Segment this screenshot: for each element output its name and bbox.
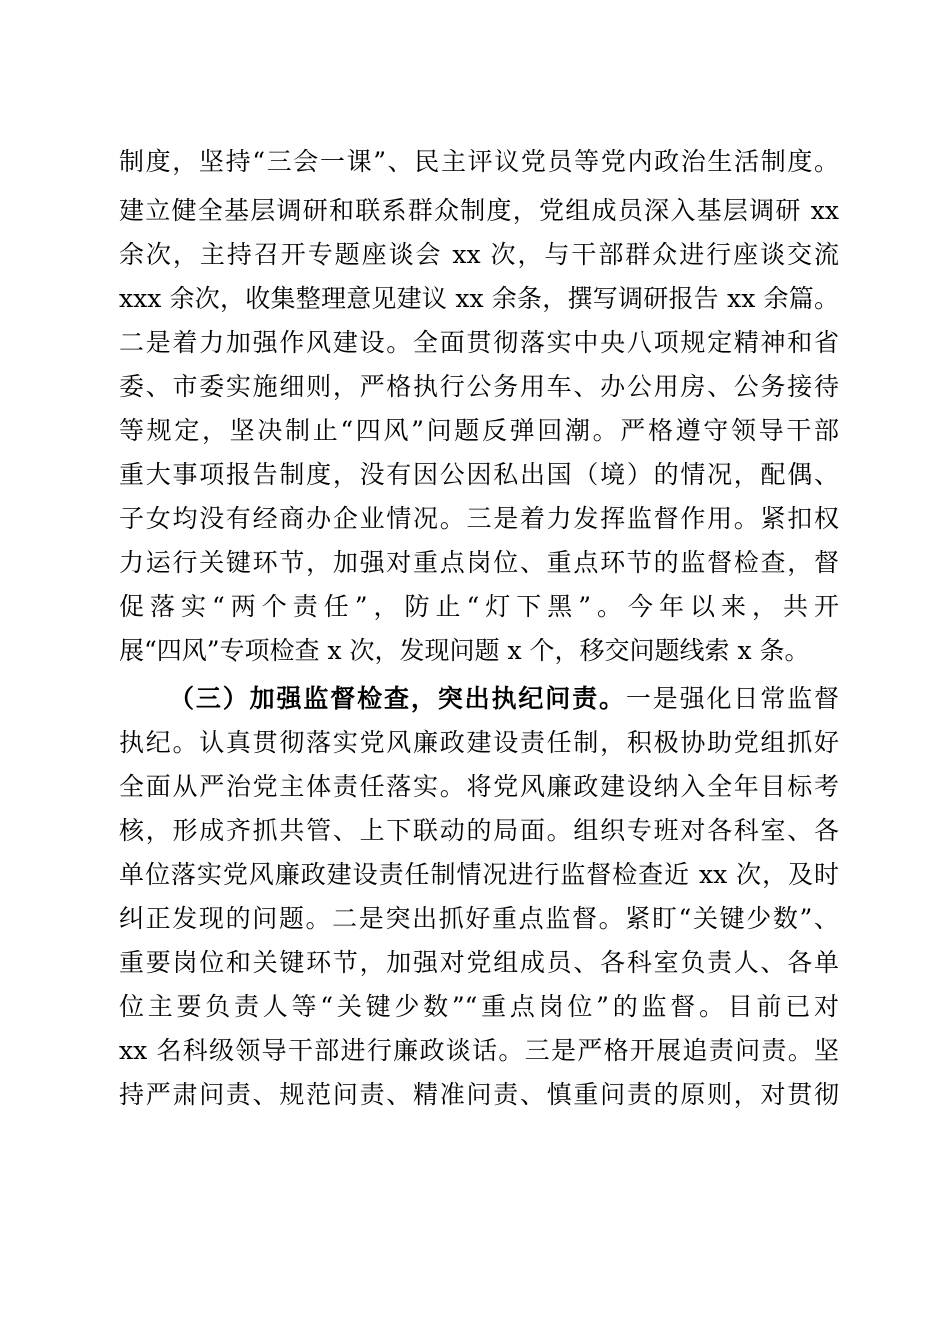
paragraph-line: 促落实“两个责任”，防止“灯下黑”。今年以来，共开: [119, 592, 839, 621]
paragraph-line: 二是着力加强作风建设。全面贯彻落实中央八项规定精神和省: [119, 328, 839, 357]
paragraph-line: 单位落实党风廉政建设责任制情况进行监督检查近 xx 次，及时: [119, 860, 839, 889]
paragraph-line: 持严肃问责、规范问责、精准问责、慎重问责的原则，对贯彻: [119, 1080, 839, 1109]
section-heading-line: [169, 679, 839, 719]
paragraph-line: 核，形成齐抓共管、上下联动的局面。组织专班对各科室、各: [119, 816, 839, 845]
paragraph-line: 建立健全基层调研和联系群众制度，党组成员深入基层调研 xx: [119, 196, 839, 225]
paragraph-line: 委、市委实施细则，严格执行公务用车、办公用房、公务接待: [119, 372, 839, 401]
paragraph-line: 重要岗位和关键环节，加强对党组成员、各科室负责人、各单: [119, 948, 839, 977]
paragraph-line: 余次，主持召开专题座谈会 xx 次，与干部群众进行座谈交流: [119, 240, 839, 269]
paragraph-line: xxx 余次，收集整理意见建议 xx 余条，撰写调研报告 xx 余篇。: [119, 284, 839, 313]
paragraph-line: 展“四风”专项检查 x 次，发现问题 x 个，移交问题线索 x 条。: [119, 636, 810, 665]
paragraph-line: 执纪。认真贯彻落实党风廉政建设责任制，积极协助党组抓好: [119, 728, 839, 757]
paragraph-line: 位主要负责人等“关键少数”“重点岗位”的监督。目前已对: [119, 992, 839, 1021]
paragraph-line: 全面从严治党主体责任落实。将党风廉政建设纳入全年目标考: [119, 772, 839, 801]
section-heading-tail: 一是强化日常监督: [625, 684, 839, 713]
paragraph-line: 纠正发现的问题。二是突出抓好重点监督。紧盯“关键少数”、: [119, 904, 839, 933]
paragraph-line: 等规定，坚决制止“四风”问题反弹回潮。严格遵守领导干部: [119, 416, 839, 445]
paragraph-line: xx 名科级领导干部进行廉政谈话。三是严格开展追责问责。坚: [119, 1036, 839, 1065]
paragraph-line: 力运行关键环节，加强对重点岗位、重点环节的监督检查，督: [119, 548, 839, 577]
paragraph-line: 制度，坚持“三会一课”、民主评议党员等党内政治生活制度。: [119, 147, 839, 176]
paragraph-line: 子女均没有经商办企业情况。三是着力发挥监督作用。紧扣权: [119, 504, 839, 533]
section-heading: （三）加强监督检查，突出执纪问责。: [169, 684, 626, 713]
paragraph-line: 重大事项报告制度，没有因公因私出国（境）的情况，配偶、: [119, 460, 839, 489]
